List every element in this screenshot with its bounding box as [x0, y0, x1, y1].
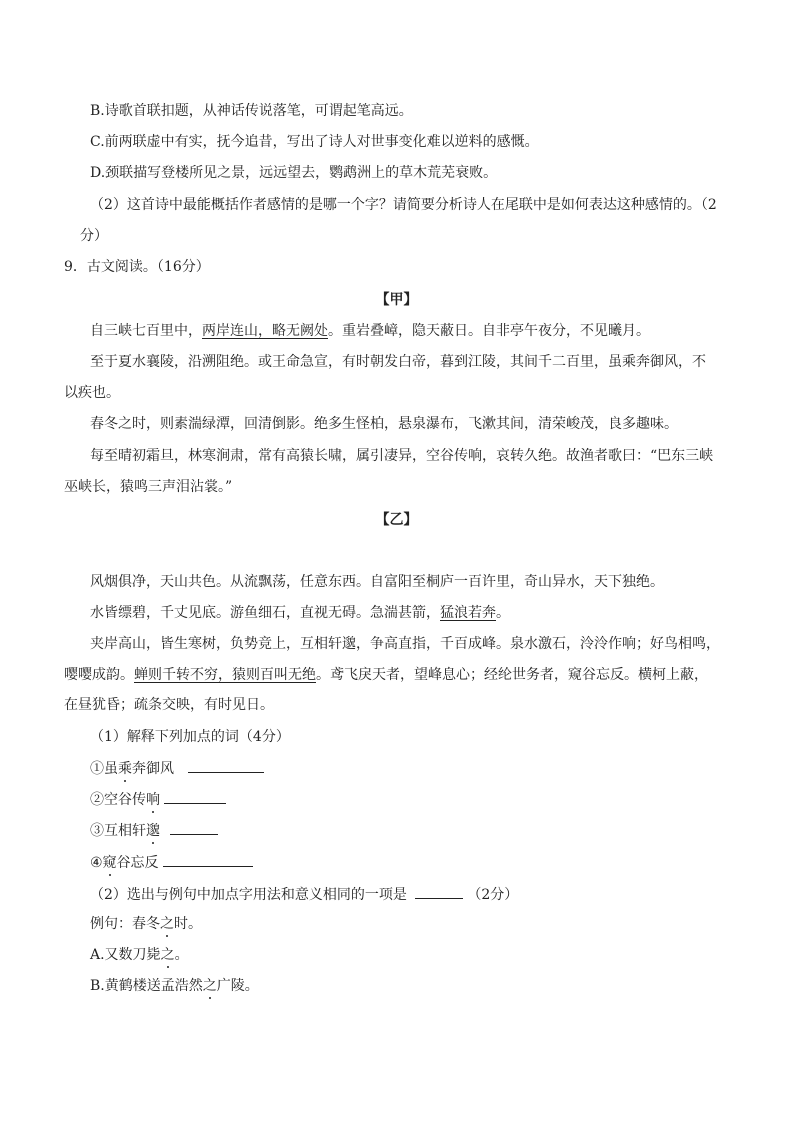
question-2-line2: 分）: [80, 228, 108, 244]
yi-paragraph-3a: 夹岸高山，皆生寒树，负势竞上，互相轩邈，争高直指，千百成峰。泉水激石，泠泠作响；好鸟相鸣，: [90, 636, 720, 652]
underlined-phrase: 猛浪若奔: [440, 605, 496, 621]
jia-paragraph-4b: 巫峡长，猿鸣三声泪沾裳。”: [64, 479, 233, 495]
answer-blank[interactable]: [170, 820, 218, 835]
dotted-char: 之: [160, 947, 175, 963]
q1-item-1: ①虽乘奔御风: [90, 758, 264, 779]
dotted-char: 乘: [118, 761, 132, 777]
option-d: D.颈联描写登楼所见之景，远远望去，鹦鹉洲上的草木荒芜衰败。: [90, 165, 498, 181]
jia-paragraph-1: 自三峡七百里中，两岸连山，略无阙处。重岩叠嶂，隐天蔽日。自非亭午夜分，不见曦月。: [90, 323, 650, 339]
jia-paragraph-2b: 以疾也。: [64, 385, 120, 401]
dotted-char: 响: [146, 792, 160, 808]
answer-blank[interactable]: [188, 758, 264, 773]
jia-paragraph-4a: 每至晴初霜旦，林寒涧肃，常有高猿长啸，属引凄异，空谷传响，哀转久绝。故渔者歌曰：“巴东三峡: [90, 448, 714, 464]
q1-item-2: ②空谷传响: [90, 789, 226, 810]
dotted-char: 窥: [102, 855, 117, 871]
yi-paragraph-1: 风烟俱净，天山共色。从流飘荡，任意东西。自富阳至桐庐一百许里，奇山异水，天下独绝。: [90, 574, 664, 590]
q2b-title: （2）选出与例句中加点字用法和意义相同的一项是 （2分）: [90, 884, 518, 905]
heading-yi: 【乙】: [375, 512, 418, 528]
underlined-phrase: 两岸连山，略无阙处: [202, 323, 328, 339]
q1-item-3: ③互相轩邈: [90, 820, 218, 841]
q1-item-4: ④窥谷忘反: [90, 852, 253, 873]
q2b-option-b: B.黄鹤楼送孟浩然之广陵。: [90, 978, 259, 994]
jia-paragraph-2a: 至于夏水襄陵，沿溯阻绝。或王命急宣，有时朝发白帝，暮到江陵，其间千二百里，虽乘奔御风，不: [90, 354, 706, 370]
option-c: C.前两联虚中有实，抚今追昔，写出了诗人对世事变化难以逆料的感慨。: [90, 134, 539, 150]
heading-jia: 【甲】: [375, 292, 418, 308]
dotted-char: 邈: [146, 823, 160, 839]
dotted-char: 之: [160, 916, 174, 932]
q2b-option-a: A.又数刀毙之。: [90, 947, 189, 963]
question-2-line1: （2）这首诗中最能概括作者感情的是哪一个字？请简要分析诗人在尾联中是如何表达这种感情的。（2: [90, 197, 717, 213]
answer-blank[interactable]: [164, 789, 226, 804]
underlined-phrase: 蝉则千转不穷，猿则百叫无绝: [134, 667, 316, 683]
yi-paragraph-3b: 嘤嘤成韵。蝉则千转不穷，猿则百叫无绝。鸢飞戾天者，望峰息心；经纶世务者，窥谷忘反。横柯上蔽，: [64, 667, 708, 683]
yi-paragraph-3c: 在昼犹昏；疏条交映，有时见日。: [64, 697, 274, 713]
answer-blank[interactable]: [163, 852, 253, 867]
option-b: B.诗歌首联扣题，从神话传说落笔，可谓起笔高远。: [90, 103, 413, 119]
dotted-char: 之: [202, 978, 217, 994]
question-9-title: 9．古文阅读。（16分）: [64, 259, 210, 275]
jia-paragraph-3: 春冬之时，则素湍绿潭，回清倒影。绝多生怪柏，悬泉瀑布，飞漱其间，清荣峻茂，良多趣味。: [90, 416, 678, 432]
q2b-example: 例句：春冬之时。: [90, 916, 202, 932]
yi-paragraph-2: 水皆缥碧，千丈见底。游鱼细石，直视无碍。急湍甚箭，猛浪若奔。: [90, 605, 510, 621]
answer-blank[interactable]: [415, 884, 463, 899]
q1-title: （1）解释下列加点的词（4分）: [90, 729, 290, 745]
